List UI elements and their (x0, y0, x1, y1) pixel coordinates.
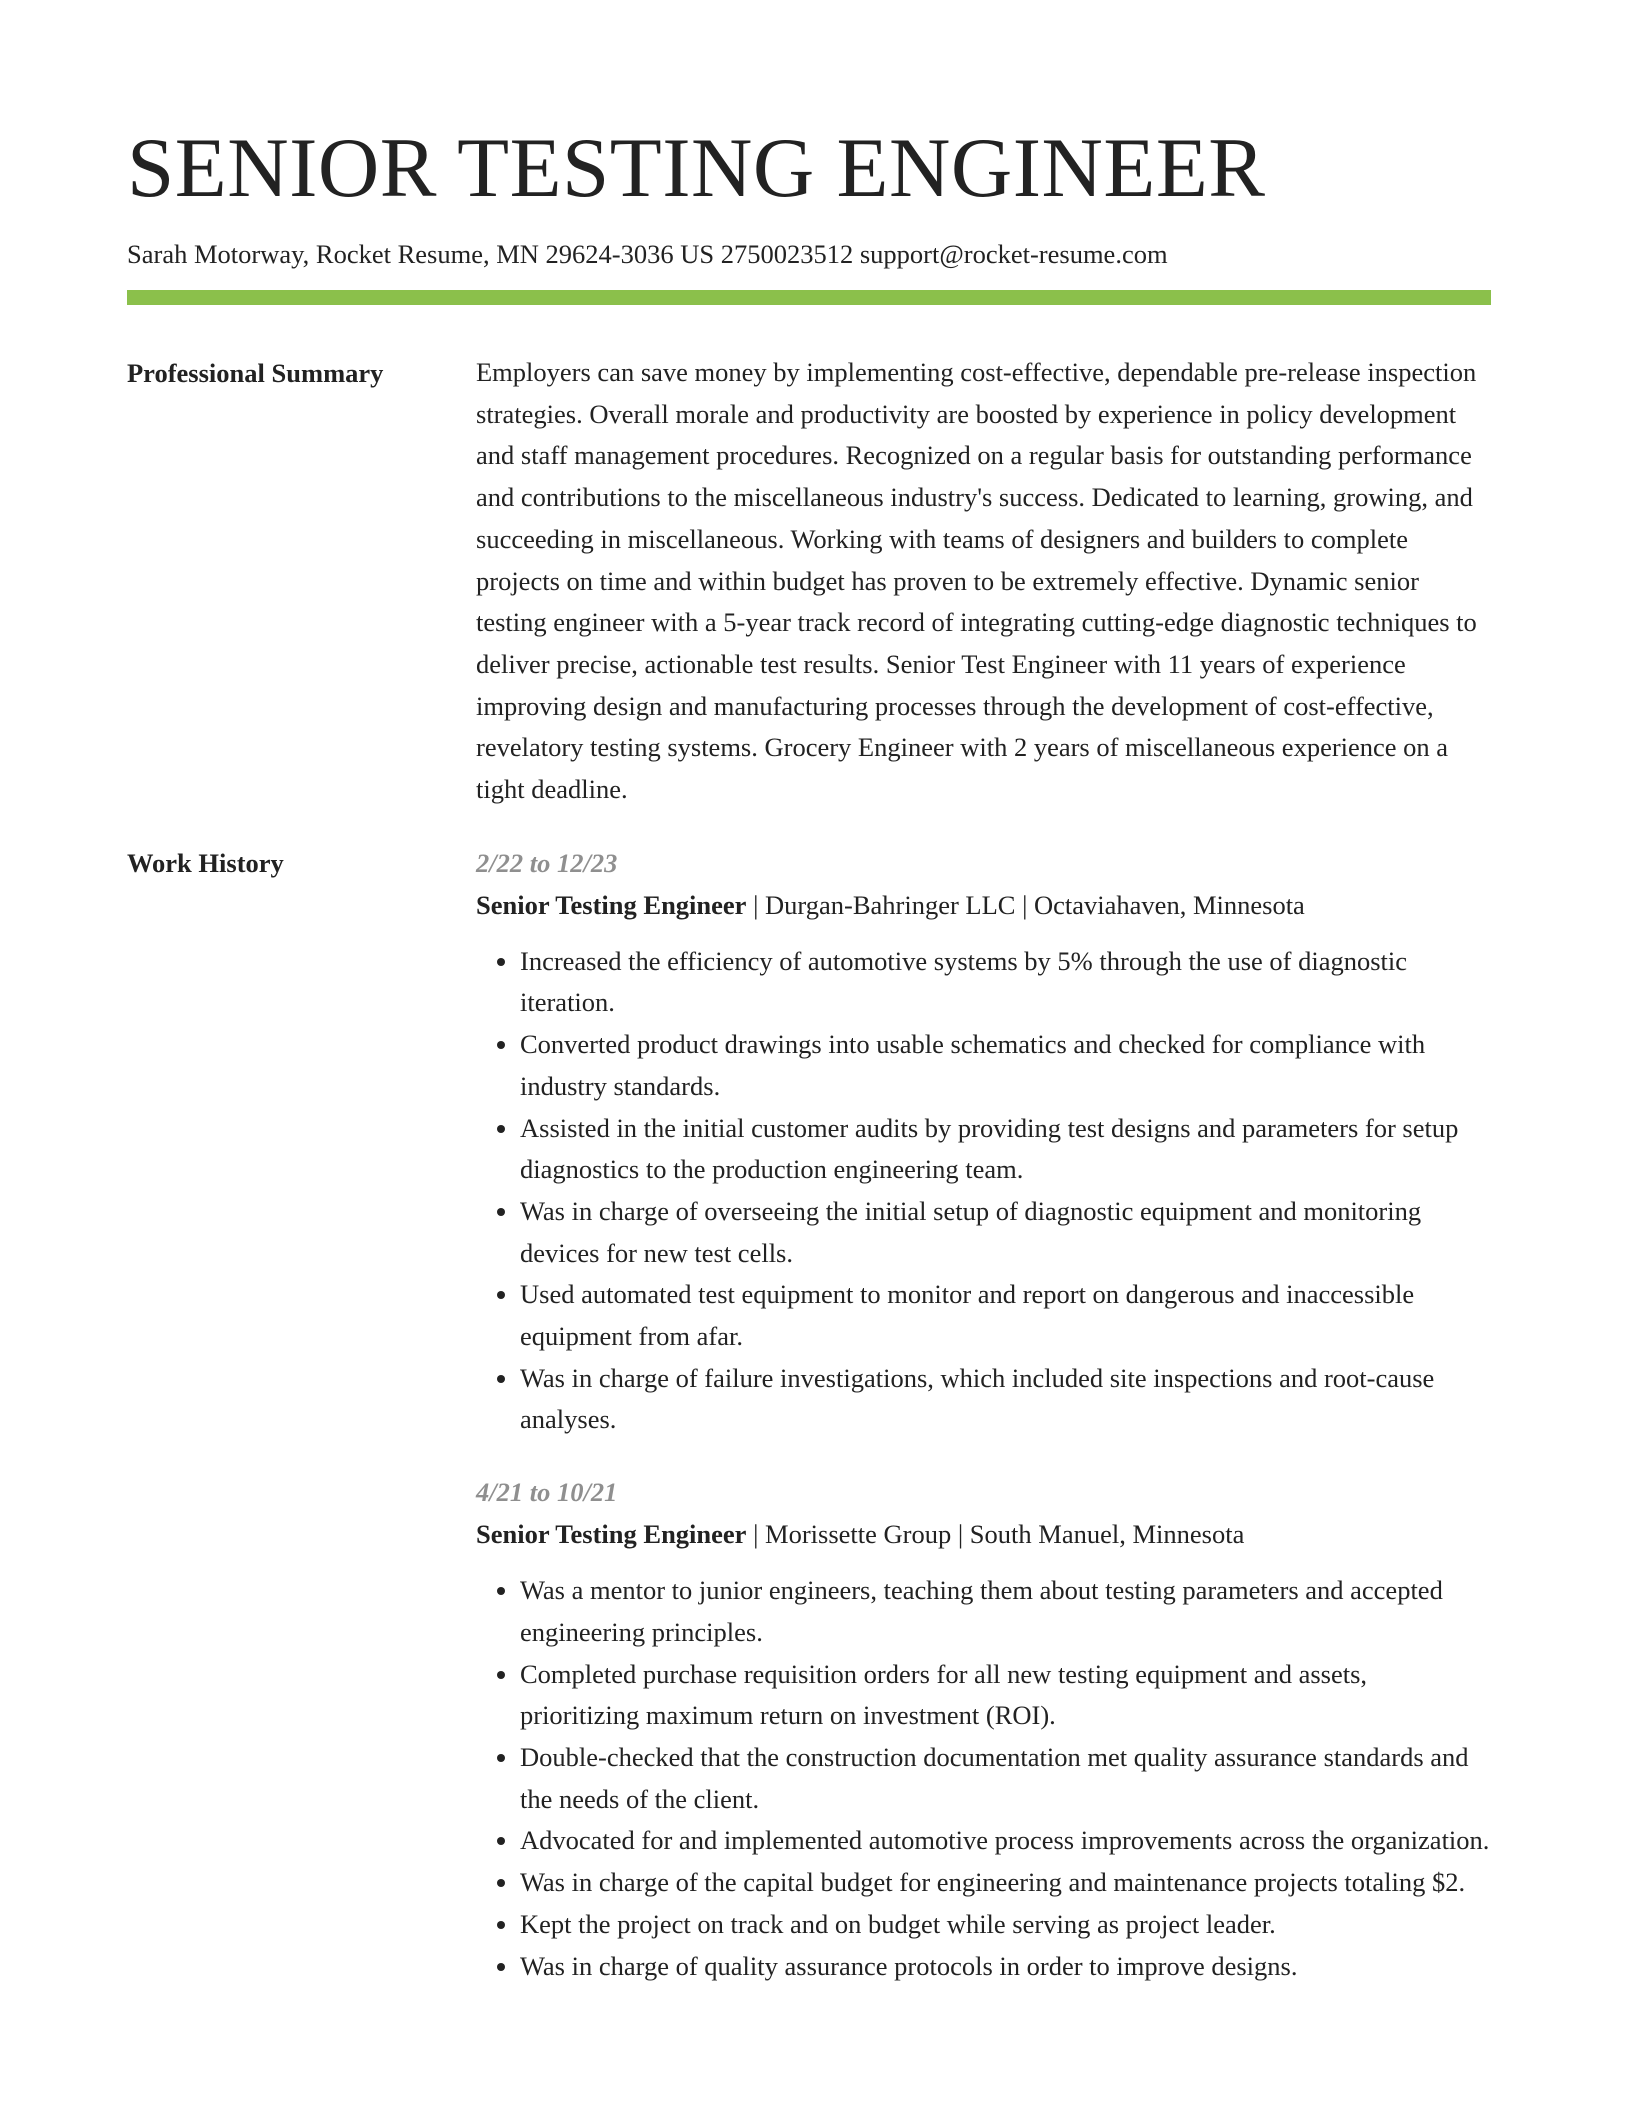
contact-line: Sarah Motorway, Rocket Resume, MN 29624-3036 US 2750023512 support@rocket-resume.com (127, 239, 1168, 269)
job-bullet: • Increased the efficiency of automotive systems by 5% through the use of diagnostic iteration. (520, 941, 1491, 1024)
job-title: Senior Testing Engineer (476, 1519, 747, 1550)
header-divider (127, 290, 1491, 305)
job-bullet: • Was a mentor to junior engineers, teaching them about testing parameters and accepted engineering principles. (520, 1570, 1491, 1653)
job-bullet: • Converted product drawings into usable schematics and checked for compliance with industry standards. (520, 1024, 1491, 1107)
job-details: | Morissette Group | South Manuel, Minnesota (746, 1519, 1245, 1550)
job-heading (476, 884, 1491, 926)
summary-section (127, 352, 1491, 811)
job-bullet: • Completed purchase requisition orders for all new testing equipment and assets, prioritizing maximum return on investment (ROI). (520, 1654, 1491, 1737)
job-bullet: • Was in charge of the capital budget for engineering and maintenance projects totaling $2. (520, 1862, 1491, 1904)
job-bullets (476, 941, 1491, 1441)
job-dates: 2/22 to 12/23 (476, 847, 618, 878)
work-history-section (127, 842, 1491, 1987)
job-bullet: • Advocated for and implemented automotive process improvements across the organization. (520, 1820, 1491, 1862)
job-bullet: • Used automated test equipment to monitor and report on dangerous and inaccessible equipment from afar. (520, 1274, 1491, 1357)
job-dates: 4/21 to 10/21 (476, 1477, 618, 1508)
job-bullet: • Double-checked that the construction documentation met quality assurance standards and the needs of the client. (520, 1737, 1491, 1820)
job-entry (476, 1471, 1491, 1987)
job-bullet: • Was in charge of overseeing the initial setup of diagnostic equipment and monitoring devices for new test cells. (520, 1191, 1491, 1274)
job-bullet: • Was in charge of failure investigations, which included site inspections and root-cause analyses. (520, 1358, 1491, 1441)
summary-text: Employers can save money by implementing cost-effective, dependable pre-release inspection strategies. Overall morale and productivity are boosted by experience in policy development and staff management procedures. Recognized on a regular basis for outstanding performance and contributions to the miscellaneous industry's success. Dedicated to learning, growing, and succeeding in miscellaneous. Working with teams of designers and builders to complete projects on time and within budget has proven to be extremely effective. Dynamic senior testing engineer with a 5-year track record of integrating cutting-edge diagnostic techniques to deliver precise, actionable test results. Senior Test Engineer with 11 years of experience improving design and manufacturing processes through the development of cost-effective, revelatory testing systems. Grocery Engineer with 2 years of miscellaneous experience on a tight deadline. (476, 357, 1477, 805)
resume-page (127, 0, 1491, 1987)
job-bullet: • Was in charge of quality assurance protocols in order to improve designs. (520, 1946, 1491, 1988)
job-bullet: • Assisted in the initial customer audits by providing test designs and parameters for setup diagnostics to the production engineering team. (520, 1108, 1491, 1191)
job-entry (476, 842, 1491, 1441)
job-heading (476, 1513, 1491, 1555)
summary-label: Professional Summary (127, 358, 384, 388)
resume-title: SENIOR TESTING ENGINEER (127, 121, 1266, 215)
job-details: | Durgan-Bahringer LLC | Octaviahaven, Minnesota (746, 889, 1305, 920)
job-bullet: • Kept the project on track and on budget while serving as project leader. (520, 1904, 1491, 1946)
work-history-body (476, 842, 1491, 1987)
work-history-label: Work History (127, 847, 284, 878)
job-bullets (476, 1570, 1491, 1987)
job-title: Senior Testing Engineer (476, 889, 747, 920)
